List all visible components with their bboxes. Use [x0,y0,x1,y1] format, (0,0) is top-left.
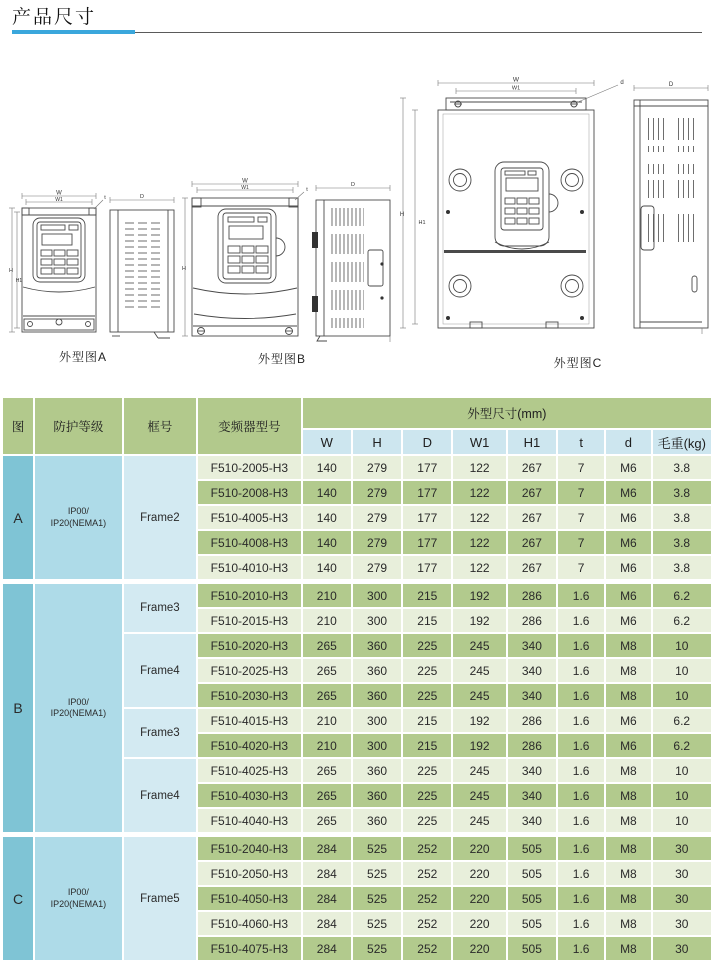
value-cell: 7 [558,556,604,579]
value-cell: M6 [606,506,650,529]
value-cell: 215 [403,709,451,732]
value-cell: 220 [453,837,505,860]
section-gap [3,834,711,835]
value-cell: 140 [303,506,351,529]
value-cell: M8 [606,659,650,682]
table-row [3,456,711,479]
value-cell: 252 [403,937,451,960]
header-fig: 图 [3,398,33,454]
value-cell: 252 [403,837,451,860]
value-cell: 225 [403,684,451,707]
header-dim-h1: H1 [508,430,556,454]
value-cell: 122 [453,531,505,554]
value-cell: 6.2 [653,709,711,732]
value-cell: 340 [508,634,556,657]
figure-b-label: 外型图B [257,352,306,366]
value-cell: 284 [303,912,351,935]
value-cell: 267 [508,456,556,479]
header-dim-d-hole: d [606,430,650,454]
value-cell: 10 [653,759,711,782]
value-cell: 525 [353,937,401,960]
dim-label-d-hole: d [620,80,624,86]
value-cell: 225 [403,659,451,682]
dim-label-w: W [242,178,248,185]
value-cell: 286 [508,709,556,732]
dim-label-w1: W1 [241,185,249,191]
value-cell: 284 [303,862,351,885]
value-cell: 1.6 [558,759,604,782]
model-cell: F510-4015-H3 [198,709,301,732]
model-cell: F510-2008-H3 [198,481,301,504]
value-cell: 1.6 [558,837,604,860]
value-cell: 177 [403,456,451,479]
model-cell: F510-2040-H3 [198,837,301,860]
model-cell: F510-2010-H3 [198,584,301,607]
value-cell: 267 [508,556,556,579]
table-body [3,456,711,960]
value-cell: 284 [303,837,351,860]
value-cell: 1.6 [558,684,604,707]
dim-label-w1: W1 [511,85,521,92]
value-cell: 1.6 [558,784,604,807]
value-cell: M8 [606,937,650,960]
model-cell: F510-2025-H3 [198,659,301,682]
value-cell: 252 [403,887,451,910]
value-cell: 6.2 [653,584,711,607]
value-cell: 279 [353,506,401,529]
value-cell: 340 [508,784,556,807]
frame-cell: Frame5 [124,837,196,960]
value-cell: 225 [403,784,451,807]
value-cell: 7 [558,506,604,529]
header-model: 变频器型号 [198,398,301,454]
header-protection: 防护等级 [35,398,122,454]
value-cell: 177 [403,531,451,554]
value-cell: M6 [606,709,650,732]
dimension-table [1,396,713,962]
value-cell: 122 [453,481,505,504]
value-cell: 177 [403,506,451,529]
model-cell: F510-2030-H3 [198,684,301,707]
header-dim-w: W [303,430,351,454]
model-cell: F510-4050-H3 [198,887,301,910]
figure-letter-cell: A [3,456,33,579]
value-cell: 1.6 [558,809,604,832]
figure-letter-cell: C [3,837,33,960]
value-cell: 30 [653,937,711,960]
dim-label-d-depth: D [351,182,355,188]
header-dim-t: t [558,430,604,454]
value-cell: 360 [353,809,401,832]
header-dims-group: 外型尺寸(mm) [303,398,711,428]
value-cell: 300 [353,734,401,757]
value-cell: 220 [453,912,505,935]
value-cell: 3.8 [653,506,711,529]
dim-label-h1: H1 [418,220,426,226]
value-cell: 210 [303,609,351,632]
value-cell: 3.8 [653,556,711,579]
value-cell: 122 [453,506,505,529]
value-cell: 245 [453,759,505,782]
value-cell: 7 [558,456,604,479]
value-cell: 7 [558,481,604,504]
figure-c [396,76,714,371]
value-cell: M6 [606,481,650,504]
value-cell: 279 [353,531,401,554]
value-cell: 192 [453,584,505,607]
value-cell: 360 [353,684,401,707]
value-cell: 340 [508,659,556,682]
value-cell: 525 [353,887,401,910]
value-cell: 245 [453,684,505,707]
value-cell: M6 [606,734,650,757]
protection-cell: IP00/ IP20(NEMA1) [35,456,122,579]
value-cell: 30 [653,912,711,935]
value-cell: 1.6 [558,912,604,935]
value-cell: 279 [353,456,401,479]
value-cell: 10 [653,634,711,657]
value-cell: 220 [453,862,505,885]
value-cell: 265 [303,759,351,782]
value-cell: 525 [353,837,401,860]
value-cell: 6.2 [653,734,711,757]
outline-drawing-c-icon [396,76,714,348]
value-cell: 215 [403,609,451,632]
value-cell: 177 [403,556,451,579]
value-cell: 122 [453,556,505,579]
value-cell: M8 [606,887,650,910]
frame-cell: Frame2 [124,456,196,579]
dim-label-t: t [104,195,106,201]
model-cell: F510-4075-H3 [198,937,301,960]
frame-cell: Frame4 [124,759,196,832]
value-cell: 3.8 [653,531,711,554]
value-cell: 210 [303,709,351,732]
value-cell: 10 [653,809,711,832]
value-cell: M8 [606,634,650,657]
value-cell: 10 [653,684,711,707]
value-cell: 225 [403,759,451,782]
value-cell: 1.6 [558,634,604,657]
value-cell: 505 [508,937,556,960]
value-cell: 267 [508,481,556,504]
table-row [3,584,711,607]
value-cell: 3.8 [653,481,711,504]
value-cell: 265 [303,684,351,707]
value-cell: 505 [508,887,556,910]
value-cell: 1.6 [558,862,604,885]
value-cell: 284 [303,937,351,960]
value-cell: M6 [606,609,650,632]
value-cell: 10 [653,784,711,807]
figure-letter-cell: B [3,584,33,832]
value-cell: 252 [403,862,451,885]
model-cell: F510-2015-H3 [198,609,301,632]
value-cell: 284 [303,887,351,910]
value-cell: 210 [303,734,351,757]
model-cell: F510-4060-H3 [198,912,301,935]
value-cell: 1.6 [558,734,604,757]
figure-a-label: 外型图A [58,350,107,364]
table-row [3,837,711,860]
dim-label-h: H [182,266,186,272]
value-cell: 245 [453,809,505,832]
value-cell: 140 [303,556,351,579]
page-title: 产品尺寸 [12,7,97,28]
value-cell: 6.2 [653,609,711,632]
value-cell: 10 [653,659,711,682]
value-cell: 267 [508,531,556,554]
outline-drawing-a-icon [8,190,186,342]
value-cell: 340 [508,759,556,782]
value-cell: 30 [653,862,711,885]
value-cell: 140 [303,531,351,554]
value-cell: 30 [653,887,711,910]
header-dim-w1: W1 [453,430,505,454]
value-cell: 7 [558,531,604,554]
value-cell: M8 [606,837,650,860]
value-cell: 505 [508,862,556,885]
value-cell: M8 [606,759,650,782]
header-dim-d: D [403,430,451,454]
value-cell: 286 [508,734,556,757]
value-cell: 177 [403,481,451,504]
value-cell: 265 [303,634,351,657]
value-cell: 245 [453,634,505,657]
figures-area [0,40,714,395]
dim-label-d-depth: D [140,194,144,200]
value-cell: 360 [353,759,401,782]
value-cell: 300 [353,709,401,732]
value-cell: M6 [606,556,650,579]
value-cell: 215 [403,584,451,607]
title-underline-rule [135,32,702,33]
figure-a [8,190,186,365]
value-cell: 286 [508,584,556,607]
value-cell: 220 [453,937,505,960]
value-cell: 192 [453,709,505,732]
value-cell: M8 [606,862,650,885]
value-cell: M8 [606,912,650,935]
dim-label-d-depth: D [668,82,674,88]
value-cell: 220 [453,887,505,910]
value-cell: 265 [303,659,351,682]
table-header-row [3,398,711,428]
value-cell: 300 [353,584,401,607]
dim-label-h1: H1 [15,278,23,284]
header-dim-h: H [353,430,401,454]
value-cell: 225 [403,809,451,832]
model-cell: F510-4010-H3 [198,556,301,579]
value-cell: 3.8 [653,456,711,479]
value-cell: 1.6 [558,659,604,682]
figure-b [182,176,396,367]
header-weight: 毛重(kg) [653,430,711,454]
dim-label-w: W [56,190,62,197]
value-cell: 360 [353,784,401,807]
value-cell: 265 [303,784,351,807]
model-cell: F510-4025-H3 [198,759,301,782]
value-cell: 340 [508,809,556,832]
value-cell: 286 [508,609,556,632]
value-cell: 360 [353,659,401,682]
value-cell: 340 [508,684,556,707]
dim-label-w: W [512,76,520,84]
header-frame: 框号 [124,398,196,454]
value-cell: M6 [606,531,650,554]
value-cell: 279 [353,481,401,504]
figure-c-label: 外型图C [553,356,603,370]
protection-cell: IP00/ IP20(NEMA1) [35,837,122,960]
value-cell: 525 [353,912,401,935]
title-underline-accent [12,30,135,34]
dim-label-t: t [306,187,308,193]
value-cell: 1.6 [558,709,604,732]
title-underline [12,30,702,34]
value-cell: 1.6 [558,937,604,960]
value-cell: 360 [353,634,401,657]
value-cell: 505 [508,912,556,935]
value-cell: M6 [606,456,650,479]
model-cell: F510-2020-H3 [198,634,301,657]
value-cell: 265 [303,809,351,832]
value-cell: 279 [353,556,401,579]
value-cell: 122 [453,456,505,479]
model-cell: F510-4030-H3 [198,784,301,807]
value-cell: 30 [653,837,711,860]
value-cell: 267 [508,506,556,529]
value-cell: 245 [453,659,505,682]
value-cell: 505 [508,837,556,860]
dim-label-h: H [399,212,405,218]
value-cell: M6 [606,584,650,607]
value-cell: 252 [403,912,451,935]
model-cell: F510-4020-H3 [198,734,301,757]
model-cell: F510-2005-H3 [198,456,301,479]
section-gap [3,581,711,582]
frame-cell: Frame4 [124,634,196,707]
frame-cell: Frame3 [124,709,196,757]
value-cell: M8 [606,684,650,707]
value-cell: 215 [403,734,451,757]
value-cell: 1.6 [558,887,604,910]
value-cell: 225 [403,634,451,657]
value-cell: 525 [353,862,401,885]
outline-drawing-b-icon [182,176,396,344]
model-cell: F510-4005-H3 [198,506,301,529]
model-cell: F510-4008-H3 [198,531,301,554]
value-cell: M8 [606,784,650,807]
value-cell: 192 [453,734,505,757]
value-cell: 210 [303,584,351,607]
value-cell: 1.6 [558,609,604,632]
model-cell: F510-4040-H3 [198,809,301,832]
value-cell: M8 [606,809,650,832]
value-cell: 245 [453,784,505,807]
value-cell: 140 [303,456,351,479]
dim-label-w1: W1 [55,197,63,203]
frame-cell: Frame3 [124,584,196,632]
value-cell: 300 [353,609,401,632]
value-cell: 192 [453,609,505,632]
model-cell: F510-2050-H3 [198,862,301,885]
dim-label-h: H [9,268,13,274]
protection-cell: IP00/ IP20(NEMA1) [35,584,122,832]
value-cell: 140 [303,481,351,504]
value-cell: 1.6 [558,584,604,607]
